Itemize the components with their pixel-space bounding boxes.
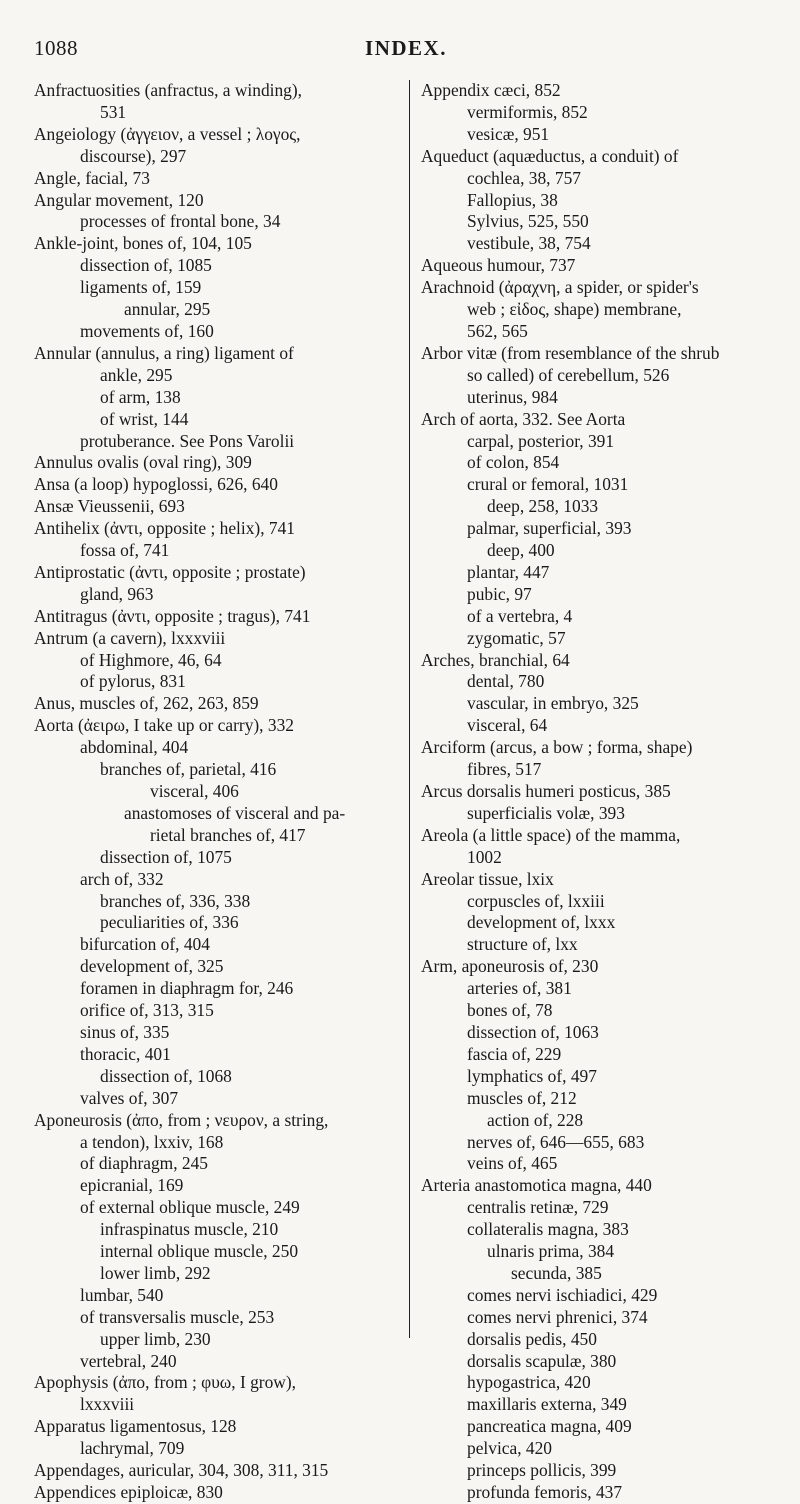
index-entry: Aqueduct (aquæductus, a conduit) of (421, 145, 679, 166)
index-entry: of wrist, 144 (100, 408, 189, 429)
index-entry: Antihelix (ἀντι, opposite ; helix), 741 (34, 518, 295, 539)
index-entry: vesicæ, 951 (467, 123, 550, 144)
index-entry: corpuscles of, lxxiii (467, 890, 605, 911)
index-entry: Anus, muscles of, 262, 263, 859 (34, 693, 259, 714)
index-entry: cochlea, 38, 757 (467, 167, 581, 188)
index-entry: dorsalis pedis, 450 (467, 1328, 597, 1349)
index-entry: Angular movement, 120 (34, 189, 204, 210)
index-column-left (34, 80, 400, 1504)
index-entry: bifurcation of, 404 (80, 934, 210, 955)
index-entry: lxxxviii (80, 1394, 135, 1415)
index-entry: Anfractuosities (anfractus, a winding), (34, 80, 303, 100)
index-entry: of colon, 854 (467, 452, 560, 473)
index-entry: maxillaris externa, 349 (467, 1394, 627, 1415)
index-entry: comes nervi ischiadici, 429 (467, 1284, 658, 1305)
index-entry: lower limb, 292 (100, 1262, 211, 1283)
index-entry: Annulus ovalis (oval ring), 309 (34, 452, 252, 473)
index-entry: movements of, 160 (80, 320, 214, 341)
index-entry: Ankle-joint, bones of, 104, 105 (34, 233, 252, 254)
page-title: INDEX. (365, 36, 447, 60)
index-entry: pancreatica magna, 409 (467, 1416, 632, 1437)
index-entry: Apophysis (ἀπο, from ; φυω, I grow), (34, 1372, 296, 1393)
index-entry: upper limb, 230 (100, 1328, 211, 1349)
index-entry: collateralis magna, 383 (467, 1219, 629, 1240)
index-entry: protuberance. See Pons Varolii (80, 430, 295, 451)
index-entry: sinus of, 335 (80, 1021, 170, 1042)
index-entry: arch of, 332 (80, 868, 164, 889)
index-entry: fossa of, 741 (80, 540, 170, 561)
index-entry: of a vertebra, 4 (467, 605, 573, 626)
index-entry: superficialis volæ, 393 (467, 802, 625, 823)
index-entry: veins of, 465 (467, 1153, 558, 1174)
index-entry: ankle, 295 (100, 364, 173, 385)
page-number: 1088 (34, 36, 78, 60)
index-entry: processes of frontal bone, 34 (80, 211, 281, 232)
index-entry: pubic, 97 (467, 583, 532, 604)
index-entry: infraspinatus muscle, 210 (100, 1219, 279, 1240)
index-entry: Ansa (a loop) hypoglossi, 626, 640 (34, 474, 278, 495)
index-entry: Antrum (a cavern), lxxxviii (34, 627, 226, 648)
index-entry: pelvica, 420 (467, 1438, 552, 1459)
index-entry: dental, 780 (467, 671, 545, 692)
index-entry: nerves of, 646—655, 683 (467, 1131, 645, 1152)
index-entry: abdominal, 404 (80, 737, 189, 758)
index-entry: structure of, lxx (467, 934, 578, 955)
index-entry: Arch of aorta, 332. See Aorta (421, 408, 626, 429)
index-entry: vestibule, 38, 754 (467, 233, 591, 254)
index-entry: internal oblique muscle, 250 (100, 1241, 299, 1262)
index-entry: of transversalis muscle, 253 (80, 1306, 275, 1327)
index-entry: Antitragus (ἀντι, opposite ; tragus), 741 (34, 605, 311, 626)
index-entry: Antiprostatic (ἀντι, opposite ; prostate) (34, 561, 306, 582)
page-header (34, 36, 778, 70)
index-entry: anastomoses of visceral and pa- (124, 802, 346, 823)
index-entry: orifice of, 313, 315 (80, 1000, 214, 1021)
index-entry: Annular (annulus, a ring) ligament of (34, 342, 294, 363)
index-entry: web ; εἰδος, shape) membrane, (467, 299, 682, 320)
index-entry: uterinus, 984 (467, 386, 558, 407)
index-column-right (421, 80, 777, 1504)
index-entry: deep, 400 (487, 540, 555, 561)
index-entry: Angeiology (ἀγγειον, a vessel ; λογος, (34, 123, 301, 144)
index-entry: dissection of, 1075 (100, 846, 232, 867)
index-entry: visceral, 64 (467, 715, 548, 736)
index-entry: rietal branches of, 417 (150, 824, 306, 845)
index-entry: Apparatus ligamentosus, 128 (34, 1416, 237, 1437)
column-divider (409, 80, 410, 1338)
index-entry: discourse), 297 (80, 145, 187, 166)
index-entry: 1002 (467, 846, 502, 867)
index-entry: Arciform (arcus, a bow ; forma, shape) (421, 737, 693, 758)
index-entry: of arm, 138 (100, 386, 181, 407)
index-entry: ulnaris prima, 384 (487, 1241, 615, 1262)
index-entry: Appendages, auricular, 304, 308, 311, 315 (34, 1460, 329, 1481)
index-entry: Aorta (ἀειρω, I take up or carry), 332 (34, 715, 294, 736)
index-entry: Appendices epiploicæ, 830 (34, 1482, 223, 1502)
index-entry: comes nervi phrenici, 374 (467, 1306, 648, 1327)
index-entry: deep, 258, 1033 (487, 496, 599, 517)
index-entry: thoracic, 401 (80, 1043, 171, 1064)
index-entry: Arm, aponeurosis of, 230 (421, 956, 599, 977)
index-entry: plantar, 447 (467, 561, 550, 582)
index-entry: secunda, 385 (511, 1262, 602, 1283)
index-entry: of Highmore, 46, 64 (80, 649, 222, 670)
index-entry: branches of, parietal, 416 (100, 759, 277, 780)
index-entry: ligaments of, 159 (80, 277, 202, 298)
index-entry: Arbor vitæ (from resemblance of the shrub (421, 342, 720, 363)
index-entry: dissection of, 1085 (80, 255, 212, 276)
index-entry: muscles of, 212 (467, 1087, 577, 1108)
index-entry: Arteria anastomotica magna, 440 (421, 1175, 652, 1196)
index-entry: Appendix cæci, 852 (421, 80, 561, 100)
index-entry: princeps pollicis, 399 (467, 1460, 617, 1481)
index-entry: fascia of, 229 (467, 1043, 562, 1064)
index-entry: 531 (100, 101, 127, 122)
index-entry: epicranial, 169 (80, 1175, 184, 1196)
index-entry: Areolar tissue, lxix (421, 868, 554, 889)
index-entry: foramen in diaphragm for, 246 (80, 978, 294, 999)
index-entry: Arcus dorsalis humeri posticus, 385 (421, 781, 671, 801)
index-entry: peculiarities of, 336 (100, 912, 239, 933)
index-entry: hypogastrica, 420 (467, 1372, 591, 1393)
index-entry: Arachnoid (ἀραχνη, a spider, or spider's (421, 277, 699, 298)
index-entry: of diaphragm, 245 (80, 1153, 208, 1174)
index-entry: Angle, facial, 73 (34, 167, 150, 188)
index-entry: vascular, in embryo, 325 (467, 693, 639, 714)
index-entry: a tendon), lxxiv, 168 (80, 1131, 224, 1152)
index-entry: profunda femoris, 437 (467, 1482, 623, 1502)
index-entry: development of, lxxx (467, 912, 616, 933)
index-entry: lachrymal, 709 (80, 1438, 185, 1459)
index-entry: arteries of, 381 (467, 978, 572, 999)
index-entry: 562, 565 (467, 320, 528, 341)
index-entry: so called) of cerebellum, 526 (467, 364, 670, 385)
index-entry: development of, 325 (80, 956, 224, 977)
index-entry: zygomatic, 57 (467, 627, 566, 648)
index-entry: vertebral, 240 (80, 1350, 177, 1371)
index-entry: crural or femoral, 1031 (467, 474, 629, 495)
index-entry: bones of, 78 (467, 1000, 553, 1021)
index-entry: Areola (a little space) of the mamma, (421, 824, 681, 845)
index-entry: centralis retinæ, 729 (467, 1197, 609, 1218)
index-entry: visceral, 406 (150, 781, 239, 801)
index-entry: of pylorus, 831 (80, 671, 186, 692)
index-entry: Fallopius, 38 (467, 189, 558, 210)
index-entry: Aqueous humour, 737 (421, 255, 576, 276)
index-entry: Arches, branchial, 64 (421, 649, 570, 670)
index-entry: lymphatics of, 497 (467, 1065, 597, 1086)
index-entry: branches of, 336, 338 (100, 890, 251, 911)
index-entry: palmar, superficial, 393 (467, 518, 632, 539)
index-entry: lumbar, 540 (80, 1284, 164, 1305)
index-entry: dissection of, 1063 (467, 1021, 599, 1042)
index-entry: dissection of, 1068 (100, 1065, 232, 1086)
index-entry: gland, 963 (80, 583, 154, 604)
index-entry: Aponeurosis (ἀπο, from ; νευρον, a string, (34, 1109, 329, 1130)
index-entry: valves of, 307 (80, 1087, 179, 1108)
index-entry: action of, 228 (487, 1109, 584, 1130)
index-entry: carpal, posterior, 391 (467, 430, 615, 451)
index-entry: Ansæ Vieussenii, 693 (34, 496, 185, 517)
index-entry: of external oblique muscle, 249 (80, 1197, 300, 1218)
index-entry: Sylvius, 525, 550 (467, 211, 589, 232)
index-entry: fibres, 517 (467, 759, 542, 780)
index-entry: dorsalis scapulæ, 380 (467, 1350, 617, 1371)
index-entry: annular, 295 (124, 299, 211, 320)
index-entry: vermiformis, 852 (467, 101, 588, 122)
